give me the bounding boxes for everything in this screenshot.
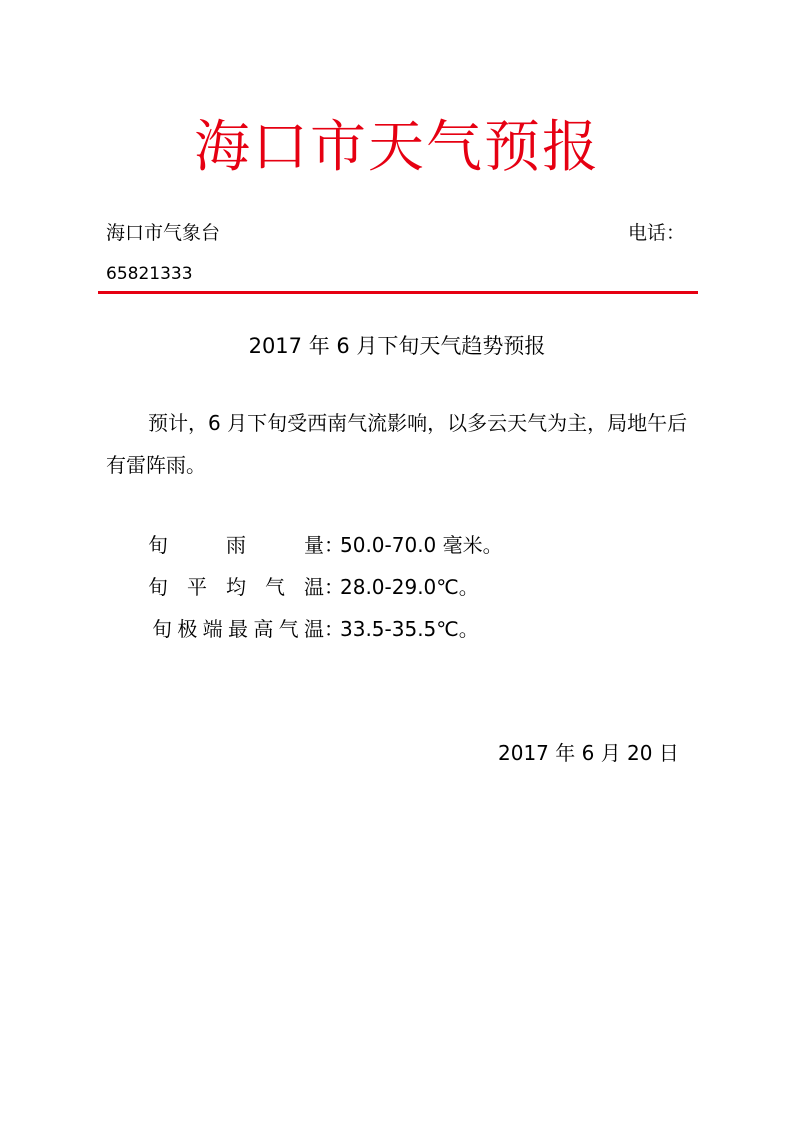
- stat-label: [148, 530, 324, 560]
- label-char: 旬: [152, 617, 172, 641]
- label-char: 雨: [226, 533, 246, 557]
- label-char: 气: [265, 575, 285, 599]
- phone-label: 电话：: [628, 222, 686, 244]
- label-char: 端: [202, 617, 223, 641]
- label-char: 平: [187, 575, 207, 599]
- stat-value: 33.5-35.5℃。: [340, 617, 479, 641]
- label-char: 极: [177, 617, 198, 641]
- forecast-paragraph: 预计，6 月下旬受西南气流影响，以多云天气为主，局地午后有雷阵雨。: [106, 411, 688, 477]
- label-char: 旬: [148, 575, 168, 599]
- label-char: 均: [226, 575, 246, 599]
- document-title: 海口市天气预报: [194, 115, 600, 180]
- label-char: 温: [304, 575, 324, 599]
- header-divider: [98, 291, 698, 294]
- stat-colon: ：: [324, 575, 344, 599]
- label-char: 高: [253, 617, 274, 641]
- issue-date: 2017 年 6 月 20 日: [498, 741, 679, 765]
- forecast-subtitle: 2017 年 6 月下旬天气趋势预报: [248, 334, 546, 358]
- stat-colon: ：: [324, 533, 344, 557]
- stat-label: [148, 572, 324, 602]
- organization-name: 海口市气象台: [106, 222, 221, 244]
- label-char: 旬: [148, 533, 168, 557]
- stat-value: 50.0-70.0 毫米。: [340, 533, 503, 557]
- stat-value: 28.0-29.0℃。: [340, 575, 479, 599]
- stat-label: [152, 614, 324, 644]
- label-char: 温: [303, 617, 324, 641]
- stat-colon: ：: [324, 617, 344, 641]
- label-char: 气: [278, 617, 299, 641]
- phone-number: 65821333: [106, 264, 193, 284]
- label-char: 最: [227, 617, 248, 641]
- label-char: 量: [304, 533, 324, 557]
